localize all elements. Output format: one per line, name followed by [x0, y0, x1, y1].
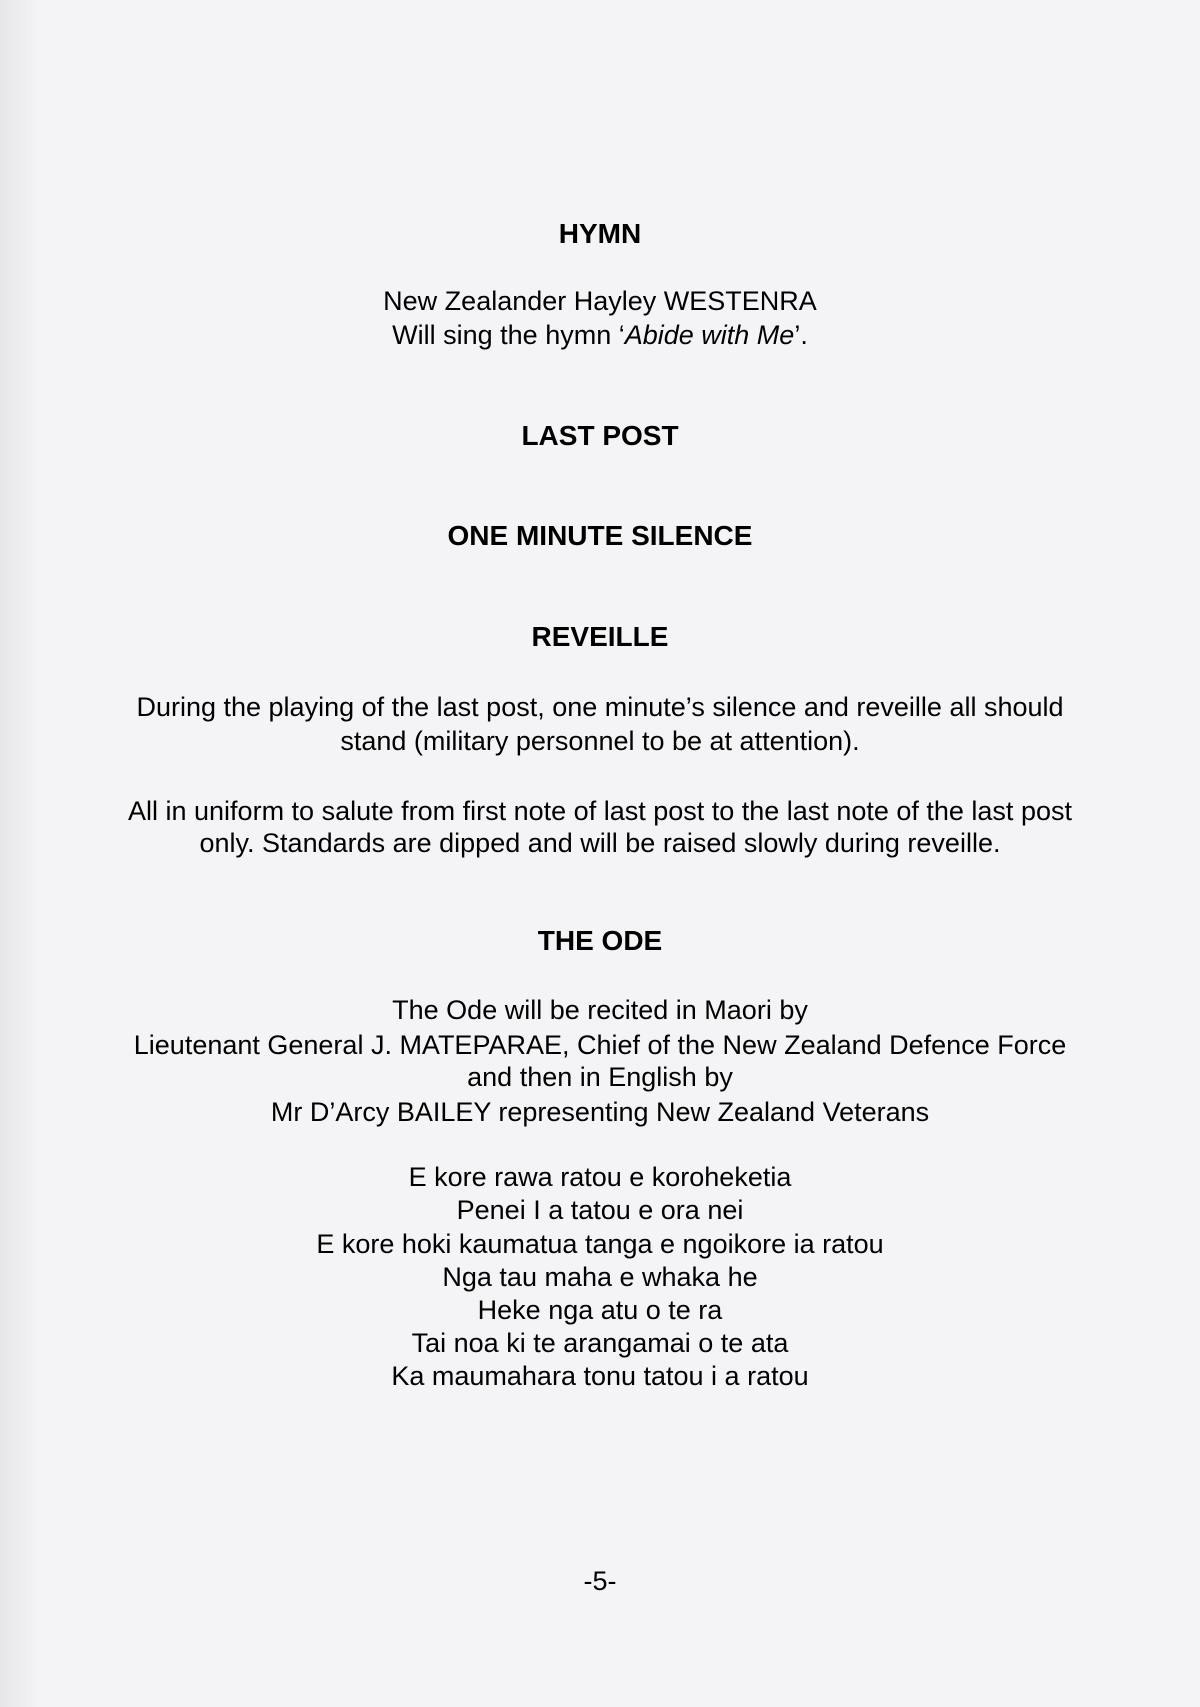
ode-intro-line: and then in English by	[467, 1062, 733, 1092]
ode-verse-line: Ka maumahara tonu tatou i a ratou	[391, 1361, 809, 1391]
salute-instruction-line-1: All in uniform to salute from first note of last post to the last note of the last post	[128, 796, 1072, 826]
bleed-through-heading	[0, 140, 1200, 170]
reveille-heading: REVEILLE	[531, 621, 669, 652]
hymn-performer-line: New Zealander Hayley WESTENRA	[383, 286, 817, 316]
ode-intro-line: The Ode will be recited in Maori by	[392, 995, 808, 1025]
ode-verse-line: Tai noa ki te arangamai o te ata	[411, 1328, 789, 1358]
hymn-title-prefix: Will sing the hymn ‘	[392, 320, 625, 350]
ode-intro-line: Mr D’Arcy BAILEY representing New Zealand Veterans	[270, 1097, 930, 1127]
page-number: -5-	[583, 1566, 617, 1596]
salute-instruction-line-2: only. Standards are dipped and will be raised slowly during reveille.	[199, 828, 1001, 858]
ode-intro-line: Lieutenant General J. MATEPARAE, Chief of the New Zealand Defence Force	[133, 1030, 1067, 1060]
ode-heading: THE ODE	[537, 925, 663, 956]
hymn-title-line	[0, 319, 1200, 351]
ode-verse-line: Nga tau maha e whaka he	[442, 1262, 758, 1292]
ode-verse-line: E kore rawa ratou e koroheketia	[408, 1162, 792, 1192]
ode-verse-line: Penei I a tatou e ora nei	[456, 1195, 744, 1225]
ode-verse-line: Heke nga atu o te ra	[477, 1295, 723, 1325]
ode-verse-line: E kore hoki kaumatua tanga e ngoikore ia ratou	[316, 1229, 884, 1259]
hymn-title-suffix: ’.	[794, 320, 808, 350]
hymn-heading: HYMN	[558, 218, 642, 249]
hymn-title: Abide with Me	[624, 320, 795, 350]
reveille-instruction-line-1: During the playing of the last post, one minute’s silence and reveille all should	[136, 692, 1064, 722]
last-post-heading: LAST POST	[521, 420, 679, 451]
reveille-instruction-line-2: stand (military personnel to be at attention).	[340, 726, 860, 756]
silence-heading: ONE MINUTE SILENCE	[447, 520, 753, 551]
